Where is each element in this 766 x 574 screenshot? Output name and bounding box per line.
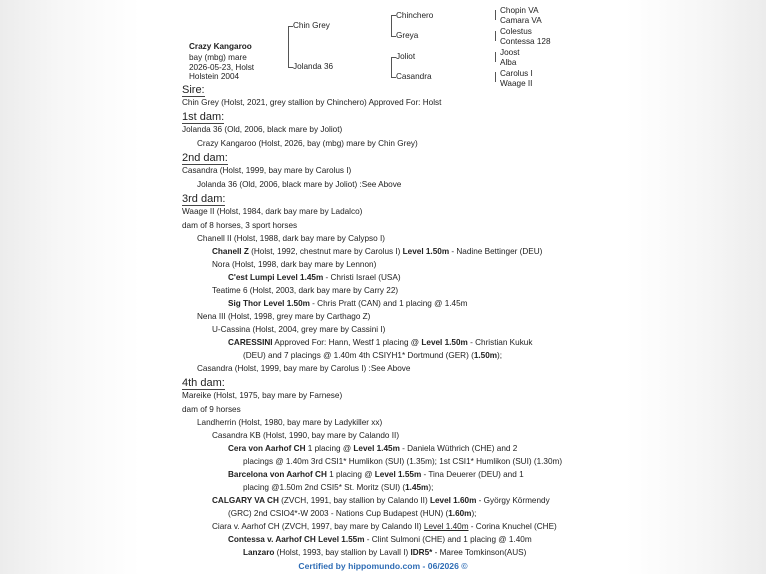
tree-g4-5: Joost — [500, 48, 520, 57]
text-line: CARESSINI Approved For: Hann, Westf 1 placing @ Level 1.50m - Christian Kukuk — [228, 338, 533, 347]
text-line: Nena III (Holst, 1998, grey mare by Carthago Z) — [197, 312, 371, 321]
horse-detail-3: Holstein 2004 — [189, 72, 240, 81]
tree-g4-8: Waage II — [500, 79, 533, 88]
section-2nd-dam: 2nd dam: — [182, 152, 228, 164]
tree-sire-dam: Greya — [396, 31, 419, 40]
text-line: (DEU) and 7 placings @ 1.40m 4th CSIYH1* Dortmund (GER) (1.50m); — [243, 351, 503, 360]
horse-detail-1: bay (mbg) mare — [189, 53, 247, 62]
tree-dam: Jolanda 36 — [293, 62, 334, 71]
tree-dam-sire: Joliot — [396, 52, 416, 61]
text-line: Lanzaro (Holst, 1993, bay stallion by Lavall I) IDR5* - Maree Tomkinson(AUS) — [243, 548, 527, 557]
text-line: Mareike (Holst, 1975, bay mare by Farnese) — [182, 391, 343, 400]
certification-footer[interactable]: Certified by hippomundo.com - 06/2026 © — [298, 561, 468, 571]
text-line: CALGARY VA CH (ZVCH, 1991, bay stallion by Calando II) Level 1.60m - György Körmendy — [212, 496, 550, 505]
text-line: placings @ 1.40m 3rd CSI1* Humlikon (SUI) (1.35m); 1st CSI1* Humlikon (SUI) (1.30m) — [243, 457, 563, 466]
text-line: Nora (Holst, 1998, dark bay mare by Lennon) — [212, 260, 377, 269]
tree-line — [391, 57, 392, 78]
text-line: Jolanda 36 (Old, 2006, black mare by Joliot) — [182, 125, 343, 134]
text-line: dam of 9 horses — [182, 405, 241, 414]
tree-sire-sire: Chinchero — [396, 11, 434, 20]
tree-line — [495, 31, 496, 41]
text-line: Cera von Aarhof CH 1 placing @ Level 1.45m - Daniela Wüthrich (CHE) and 2 — [228, 444, 518, 453]
text-line: Barcelona von Aarhof CH 1 placing @ Level 1.55m - Tina Deuerer (DEU) and 1 — [228, 470, 524, 479]
tree-g4-1: Chopin VA — [500, 6, 539, 15]
text-line: Chanell II (Holst, 1988, dark bay mare by Calypso I) — [197, 234, 385, 243]
tree-g4-2: Camara VA — [500, 16, 542, 25]
pedigree-document — [140, 0, 626, 574]
text-line: (GRC) 2nd CSIO4*-W 2003 - Nations Cup Budapest (HUN) (1.60m); — [228, 509, 477, 518]
text-line: placing @1.50m 2nd CSI5* St. Moritz (SUI) (1.45m); — [243, 483, 434, 492]
text-line: Jolanda 36 (Old, 2006, black mare by Joliot) :See Above — [197, 180, 402, 189]
tree-line — [288, 26, 289, 68]
text-line: Casandra (Holst, 1999, bay mare by Carolus I) — [182, 166, 352, 175]
tree-g4-4: Contessa 128 — [500, 37, 551, 46]
tree-line — [495, 52, 496, 62]
text-line: Chanell Z (Holst, 1992, chestnut mare by Carolus I) Level 1.50m - Nadine Bettinger (DEU) — [212, 247, 543, 256]
tree-line — [391, 15, 392, 37]
tree-g4-7: Carolus I — [500, 69, 533, 78]
tree-g4-3: Colestus — [500, 27, 532, 36]
text-line: C'est Lumpi Level 1.45m - Christi Israel (USA) — [228, 273, 401, 282]
horse-name: Crazy Kangaroo — [189, 42, 252, 51]
tree-line — [495, 72, 496, 82]
section-3rd-dam: 3rd dam: — [182, 193, 226, 205]
text-line: Landherrin (Holst, 1980, bay mare by Ladykiller xx) — [197, 418, 383, 427]
section-1st-dam: 1st dam: — [182, 111, 225, 123]
text-line: Casandra KB (Holst, 1990, bay mare by Calando II) — [212, 431, 400, 440]
tree-sire: Chin Grey — [293, 21, 330, 30]
tree-line — [495, 10, 496, 20]
text-line: Chin Grey (Holst, 2021, grey stallion by Chinchero) Approved For: Holst — [182, 98, 442, 107]
horse-detail-2: 2026-05-23, Holst — [189, 63, 255, 72]
section-4th-dam: 4th dam: — [182, 377, 225, 389]
text-line: Crazy Kangaroo (Holst, 2026, bay (mbg) mare by Chin Grey) — [197, 139, 418, 148]
text-line: Contessa v. Aarhof CH Level 1.55m - Clint Sulmoni (CHE) and 1 placing @ 1.40m — [228, 535, 532, 544]
tree-g4-6: Alba — [500, 58, 517, 67]
text-line: Waage II (Holst, 1984, dark bay mare by Ladalco) — [182, 207, 363, 216]
text-line: Casandra (Holst, 1999, bay mare by Carolus I) :See Above — [197, 364, 411, 373]
text-line: dam of 8 horses, 3 sport horses — [182, 221, 298, 230]
text-line: U-Cassina (Holst, 2004, grey mare by Cassini I) — [212, 325, 386, 334]
text-line: Teatime 6 (Holst, 2003, dark bay mare by Carry 22) — [212, 286, 399, 295]
text-line: Sig Thor Level 1.50m - Chris Pratt (CAN) and 1 placing @ 1.45m — [228, 299, 468, 308]
tree-dam-dam: Casandra — [396, 72, 432, 81]
section-sire: Sire: — [182, 84, 205, 96]
text-line: Ciara v. Aarhof CH (ZVCH, 1997, bay mare by Calando II) Level 1.40m - Corina Knuchel (CHE) — [212, 522, 557, 531]
